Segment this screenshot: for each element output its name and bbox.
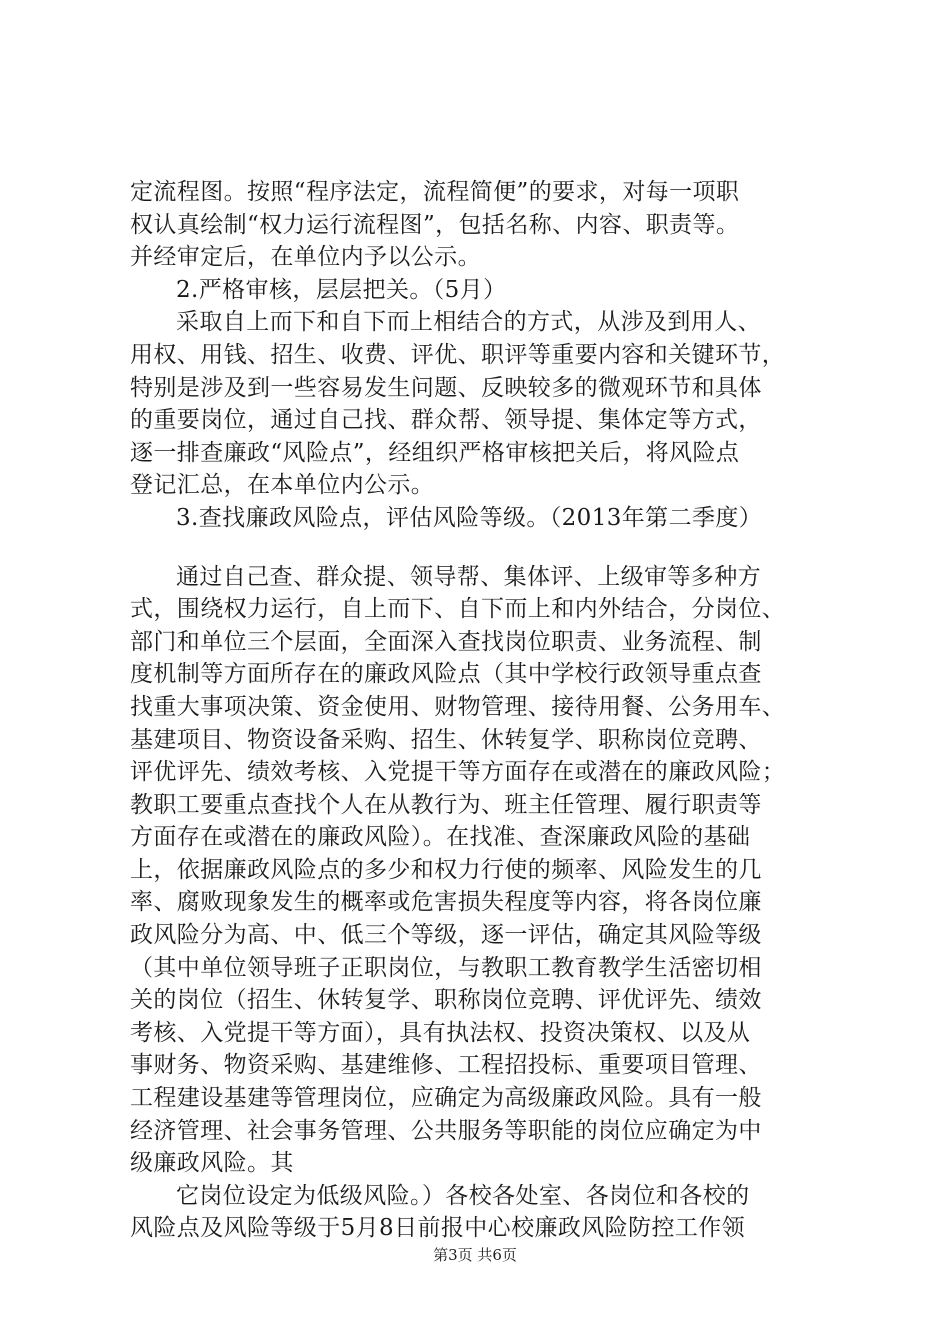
paragraph-line: 关的岗位（招生、休转复学、职称岗位竞聘、评优评先、绩效 [130,987,762,1014]
paragraph-line: 上，依据廉政风险点的多少和权力行使的频率、风险发生的几 [130,856,762,883]
paragraph-line: 风险点及风险等级于5月8日前报中心校廉政风险防控工作领 [130,1215,746,1242]
paragraph-line: 评优评先、绩效考核、入党提干等方面存在或潜在的廉政风险； [130,759,786,786]
paragraph-line: 经济管理、社会事务管理、公共服务等职能的岗位应确定为中 [130,1117,762,1144]
paragraph-line: 率、腐败现象发生的概率或危害损失程度等内容，将各岗位廉 [130,889,762,916]
paragraph-line: 它岗位设定为低级风险。）各校各处室、各岗位和各校的 [176,1182,750,1209]
paragraph-line: 逐一排查廉政“风险点”，经组织严格审核把关后，将风险点 [130,439,740,466]
paragraph-line: 方面存在或潜在的廉政风险）。在找准、查深廉政风险的基础 [130,824,751,851]
paragraph-line: 的重要岗位，通过自己找、群众帮、领导提、集体定等方式， [130,407,762,434]
paragraph-line: 考核、入党提干等方面），具有执法权、投资决策权、以及从 [130,1019,751,1046]
paragraph-line: 度机制等方面所存在的廉政风险点（其中学校行政领导重点查 [130,661,762,688]
paragraph-line: 事财务、物资采购、基建维修、工程招投标、重要项目管理、 [130,1052,762,1079]
paragraph-line: 部门和单位三个层面，全面深入查找岗位职责、业务流程、制 [130,628,762,655]
paragraph-line: 政风险分为高、中、低三个等级，逐一评估，确定其风险等级 [130,922,762,949]
paragraph-line: 工程建设基建等管理岗位，应确定为高级廉政风险。具有一般 [130,1085,762,1112]
section-heading: 3.查找廉政风险点，评估风险等级。（2013年第二季度） [176,504,763,531]
paragraph-line: 找重大事项决策、资金使用、财物管理、接待用餐、公务用车、 [130,693,786,720]
paragraph-line: 采取自上而下和自下而上相结合的方式，从涉及到用人、 [176,309,761,336]
paragraph-line: 并经审定后，在单位内予以公示。 [130,244,481,271]
paragraph-line: 定流程图。按照“程序法定，流程简便”的要求，对每一项职 [130,179,740,205]
paragraph-line: 权认真绘制“权力运行流程图”，包括名称、内容、职责等。 [130,211,740,238]
paragraph-gap [130,535,830,561]
paragraph-line: 用权、用钱、招生、收费、评优、职评等重要内容和关键环节， [130,341,786,368]
document-body [130,176,830,1245]
paragraph-line: 式，围绕权力运行，自上而下、自下而上和内外结合，分岗位、 [130,596,786,623]
paragraph-line: （其中单位领导班子正职岗位，与教职工教育教学生活密切相 [130,954,762,981]
paragraph-line: 教职工要重点查找个人在从教行为、班主任管理、履行职责等 [130,791,762,818]
section-heading: 2.严格审核，层层把关。（5月） [176,276,507,303]
paragraph-line: 登记汇总，在本单位内公示。 [130,472,435,499]
paragraph-line: 基建项目、物资设备采购、招生、休转复学、职称岗位竞聘、 [130,726,762,753]
paragraph-line: 通过自己查、群众提、领导帮、集体评、上级审等多种方 [176,563,761,590]
paragraph-line: 级廉政风险。其 [130,1150,294,1177]
page-footer: 第3页 共6页 [433,1246,517,1264]
paragraph-line: 特别是涉及到一些容易发生问题、反映较多的微观环节和具体 [130,374,762,401]
